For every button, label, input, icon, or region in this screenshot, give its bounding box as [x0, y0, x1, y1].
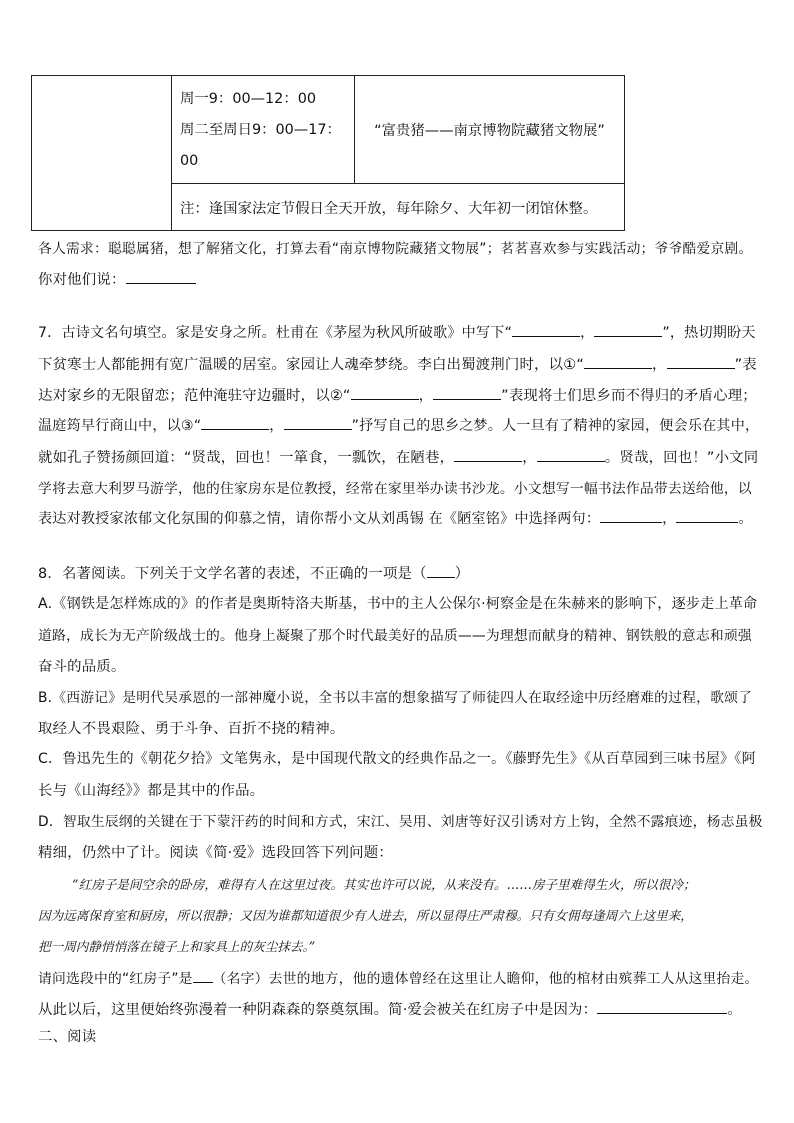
answer-blank[interactable] [667, 354, 735, 369]
option-c: 长与《山海经》》都是其中的作品。 [38, 783, 265, 799]
answer-blank[interactable] [351, 385, 419, 400]
hours-line: 周一9：00—12：00 [180, 91, 317, 107]
q8-question-line: 从此以后，这里便始终弥漫着一种阴森森的祭奠氛围。简·爱会被关在红房子中是因为： 。 [38, 998, 742, 1019]
answer-blank[interactable] [193, 968, 213, 983]
q7-line: 学将去意大利罗马游学，他的住家房东是位教授，经常在家里举办读书沙龙。小文想写一幅书法作品带去送给他，以 [38, 481, 752, 497]
answer-blank[interactable] [126, 269, 196, 284]
answer-blank[interactable] [584, 354, 652, 369]
exhibit-title: “富贵猪——南京博物院藏猪文物展” [374, 123, 605, 139]
excerpt-line: 因为远离保育室和厨房，所以很静；又因为谁都知道很少有人进去，所以显得庄严肃穆。只有女佣每逢周六上这里来， [38, 908, 693, 923]
exhibit-cell [355, 76, 625, 184]
option-a: 道路，成长为无产阶级战士的。他身上凝聚了那个时代最美好的品质——为理想而献身的精神、钢铁般的意志和顽强 [38, 628, 752, 644]
section-heading: 二、阅读 [38, 1029, 97, 1045]
answer-blank[interactable] [454, 447, 522, 462]
q7-line: 表达对教授家浓郁文化氛围的仰慕之情，请你帮小文从刘禹锡 在《陋室铭》中选择两句： ， 。 [38, 508, 753, 528]
needs-answer-line [38, 268, 196, 289]
q7-line: 就如孔子赞扬颜回道：“贤哉，回也！一箪食，一瓢饮，在陋巷， ， 。贤哉，回也！”小文同 [38, 446, 758, 467]
q8-stem: 8．名著阅读。下列关于文学名著的表述，不正确的一项是（ ） [38, 562, 469, 583]
hours-line: 周二至周日9：00—17： [180, 122, 341, 138]
option-b: 取经人不畏艰险、勇于斗争、百折不挠的精神。 [38, 721, 345, 737]
option-a: 奋斗的品质。 [38, 659, 126, 675]
answer-blank[interactable] [537, 447, 605, 462]
schedule-table [31, 75, 625, 231]
answer-blank[interactable] [433, 385, 501, 400]
needs-line: 各人需求：聪聪属猪，想了解猪文化，打算去看“南京博物院藏猪文物展”；茗茗喜欢参与实践活动；爷爷酷爱京剧。 [38, 241, 753, 257]
hours-line: 00 [180, 153, 199, 169]
answer-blank[interactable] [676, 508, 738, 523]
option-d: D．智取生辰纲的关键在于下蒙汗药的时间和方式，宋江、吴用、刘唐等好汉引诱对方上钩，全然不露痕迹，杨志虽极 [38, 814, 763, 830]
q7-line: 7．古诗文名句填空。家是安身之所。杜甫在《茅屋为秋风所破歌》中写下“ ， ”，热切期盼天 [38, 322, 756, 342]
empty-cell [32, 76, 172, 231]
needs-prompt: 你对他们说： [38, 272, 126, 288]
answer-blank[interactable] [427, 563, 455, 578]
q7-line: 温庭筠早行商山中，以③“ ， ”抒写自己的思乡之梦。人一旦有了精神的家园，便会乐在其中， [38, 415, 759, 435]
schedule-row [32, 76, 625, 184]
option-b: B.《西游记》是明代吴承恩的一部神魔小说，全书以丰富的想象描写了师徒四人在取经途中历经磨难的过程，歌颂了 [38, 690, 753, 706]
answer-blank[interactable] [284, 415, 352, 430]
note-cell: 注：逢国家法定节假日全天开放，每年除夕、大年初一闭馆休整。 [172, 184, 625, 231]
q7-line: 达对家乡的无限留恋；范仲淹驻守边疆时，以②“ ， ”表现将士们思乡而不得归的矛盾心理； [38, 384, 757, 405]
excerpt-line: 把一周内静悄悄落在镜子上和家具上的灰尘抹去。” [38, 939, 316, 954]
q8-question-line: 请问选段中的“红房子”是 （名字）去世的地方，他的遗体曾经在这里让人瞻仰，他的棺材由殡葬工人从这里抬走。 [38, 967, 759, 987]
excerpt-line: “红房子是间空余的卧房，难得有人在这里过夜。其实也许可以说，从来没有。……房子里难得生火，所以很冷； [72, 877, 696, 892]
answer-blank[interactable] [597, 999, 727, 1014]
opening-hours-cell [172, 76, 355, 184]
option-c: C．鲁迅先生的《朝花夕拾》文笔隽永，是中国现代散文的经典作品之一。《藤野先生》《从百草园到三味书屋》《阿 [38, 751, 756, 767]
answer-blank[interactable] [512, 322, 580, 337]
answer-blank[interactable] [594, 322, 662, 337]
q7-line: 下贫寒士人都能拥有宽广温暖的居室。家园让人魂牵梦绕。李白出蜀渡荆门时，以①“ ， ”表 [38, 353, 757, 374]
answer-blank[interactable] [201, 415, 269, 430]
option-a: A.《钢铁是怎样炼成的》的作者是奥斯特洛夫斯基，书中的主人公保尔·柯察金是在朱赫来的影响下，逐步走上革命 [38, 596, 758, 612]
answer-blank[interactable] [600, 508, 662, 523]
option-d: 精细，仍然中了计。阅读《简·爱》选段回答下列问题： [38, 845, 393, 861]
